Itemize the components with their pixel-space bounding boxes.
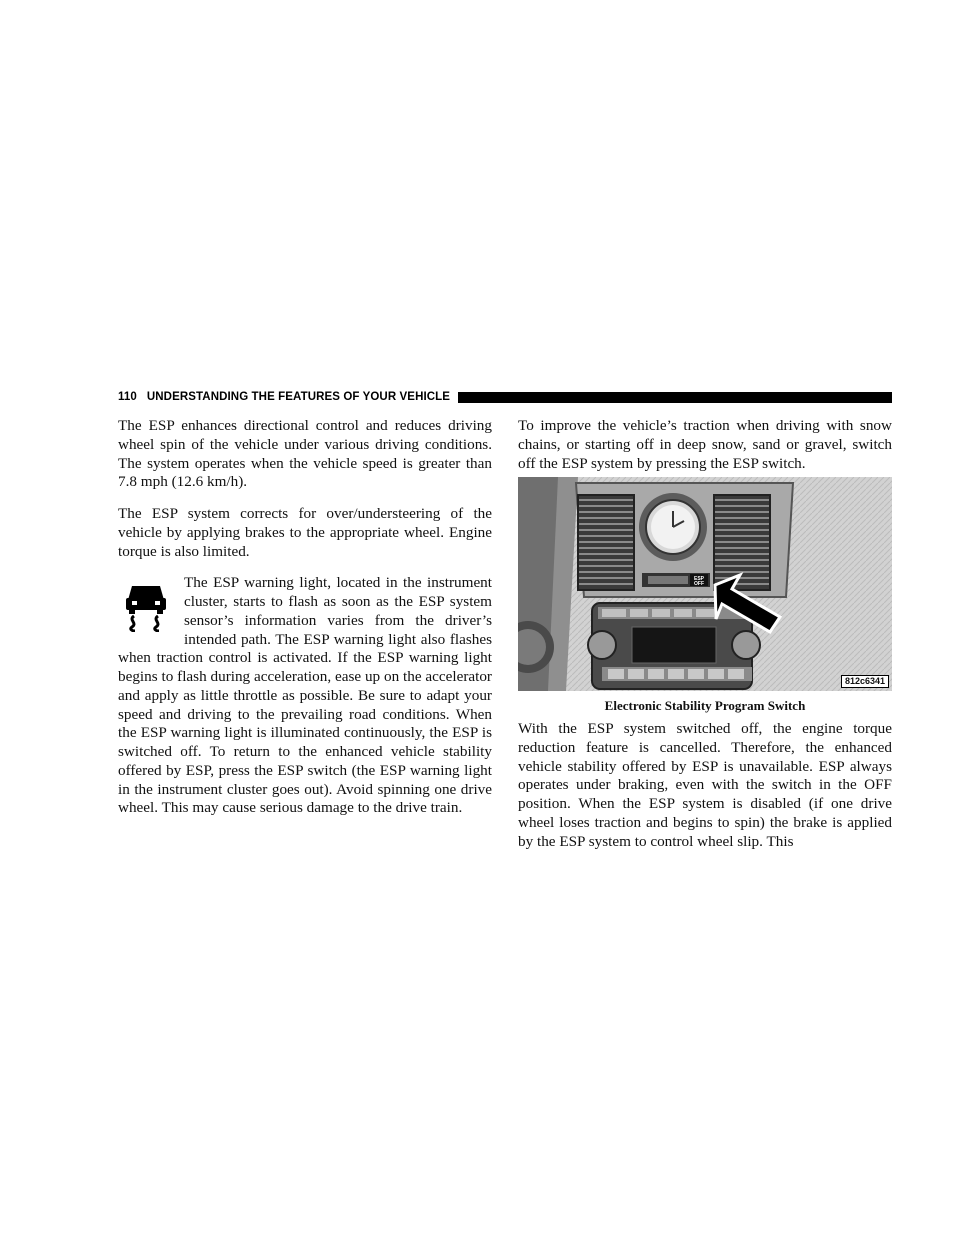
paragraph-esp-switched-off: With the ESP system switched off, the engine torque reduction feature is cancelled. Therefore, the enhanced vehicle stability offered by ESP is unavailable. ESP always operates under braking, even with the switch in the OFF position. When the ESP system is disabled (if one drive wheel loses traction and begins to spin) the brake is applied by the ESP system to control wheel slip. This	[518, 720, 892, 850]
left-column	[118, 417, 492, 831]
switch-label-off: OFF	[694, 581, 704, 588]
paragraph-esp-corrects: The ESP system corrects for over/understeering of the vehicle by applying brakes to the appropriate wheel. Engine torque is also limited.	[118, 505, 492, 560]
esp-switch-photo	[518, 477, 892, 691]
right-column	[518, 417, 892, 864]
paragraph-warning-light: The ESP warning light, located in the instrument cluster, starts to flash as soon as the ESP system sensor’s information varies from the driver’s intended path. The ESP warning light also flashes when traction control is activated. If the ESP warning light begins to flash during acceleration, ease up on the accelerator and apply as little throttle as possible. Be sure to adapt your speed and driving to the prevailing road conditions. When the ESP warning light is illuminated continuously, the ESP is switched off. To return to the enhanced vehicle stability offered by ESP, press the ESP switch (the ESP warning light in the instrument cluster goes out). Avoid spinning one drive wheel. This may cause serious damage to the drive train.	[118, 574, 492, 817]
dashboard-illustration	[518, 477, 892, 691]
figure-code: 812c6341	[841, 675, 889, 688]
esp-skid-car-icon	[118, 576, 174, 646]
paragraph-esp-intro: The ESP enhances directional control and reduces driving wheel spin of the vehicle under various driving conditions. The system operates when the vehicle speed is greater than 7.8 mph (12.6 km/h).	[118, 417, 492, 491]
esp-skid-car-graphic	[124, 582, 168, 632]
switch-label-esp: ESP	[693, 576, 705, 583]
page-number: 110	[118, 391, 137, 403]
paragraph-improve-traction: To improve the vehicle’s traction when driving with snow chains, or starting off in deep snow, sand or gravel, switch off the ESP system by pressing the ESP switch.	[518, 417, 892, 472]
warning-light-section	[118, 574, 492, 818]
figure-caption: Electronic Stability Program Switch	[604, 698, 806, 714]
header-rule	[458, 392, 892, 403]
page-header	[118, 389, 892, 405]
chapter-title: UNDERSTANDING THE FEATURES OF YOUR VEHICLE	[146, 391, 451, 403]
